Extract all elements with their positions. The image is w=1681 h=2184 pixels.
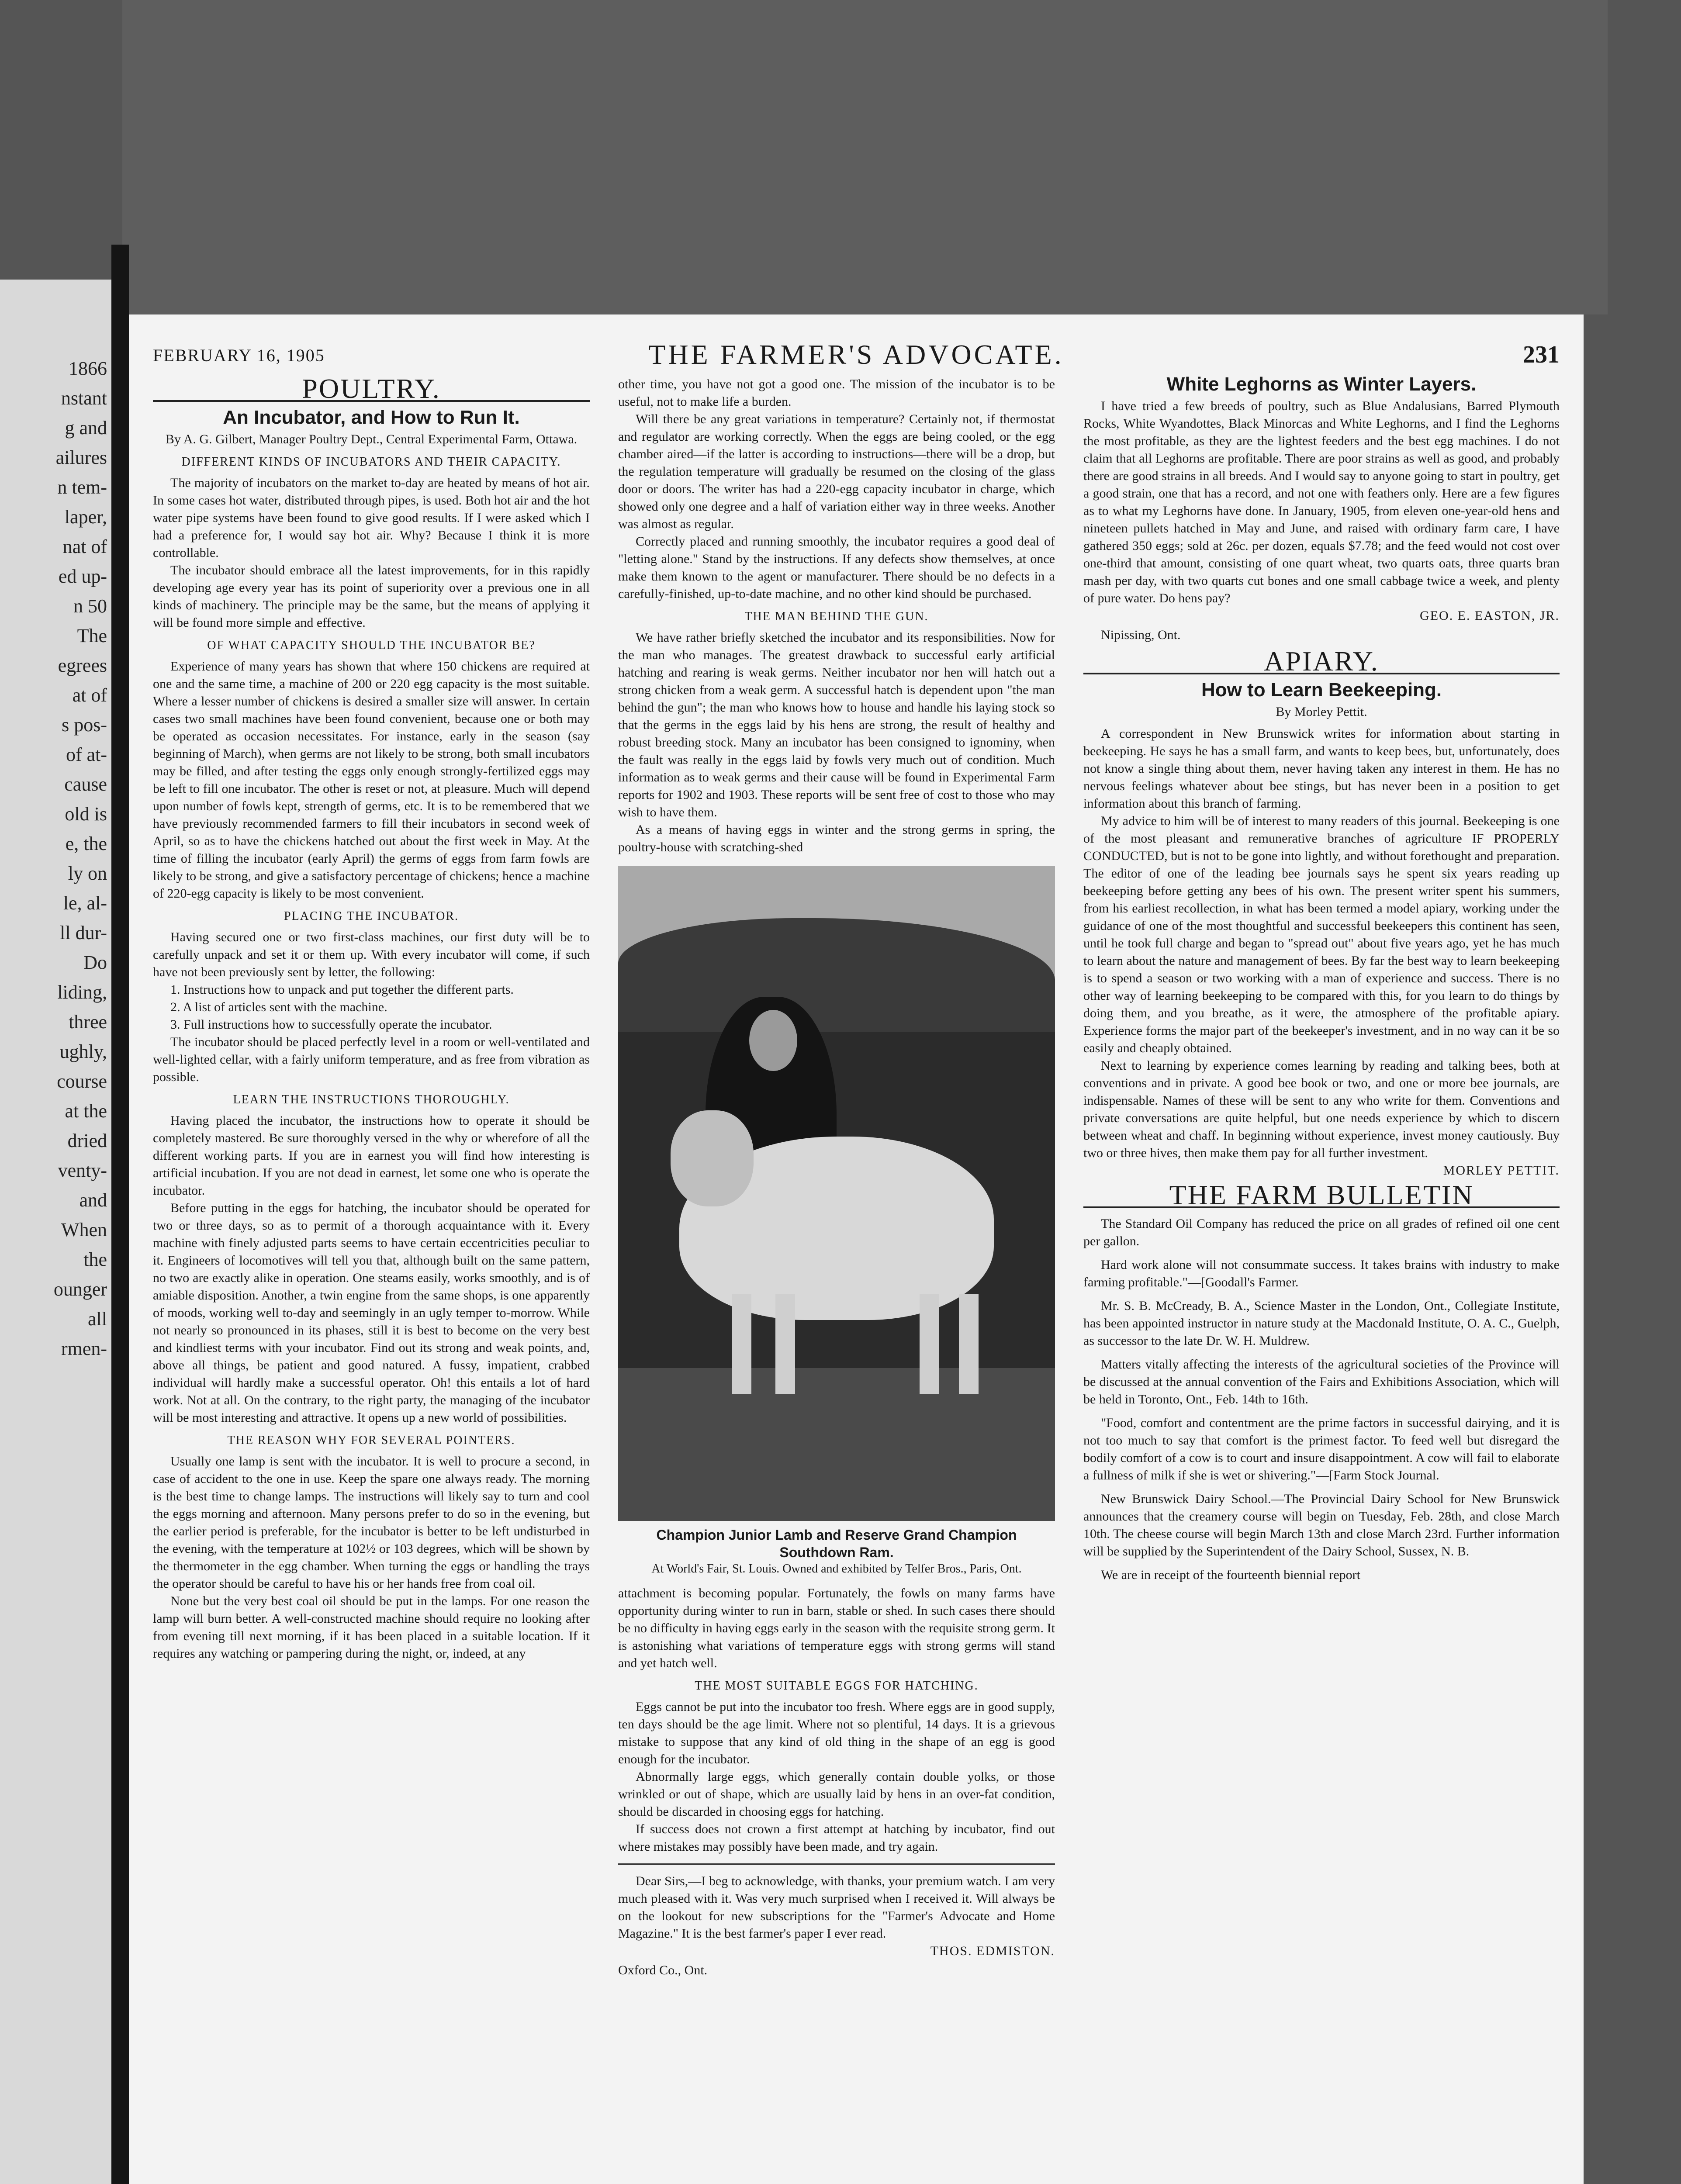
section-heading-farm-bulletin: THE FARM BULLETIN bbox=[1083, 1186, 1560, 1208]
divider bbox=[618, 1863, 1055, 1865]
adjacent-page-text: rmen- bbox=[61, 1338, 107, 1359]
adjacent-page-text: n 50 bbox=[73, 595, 107, 617]
adjacent-page-text: old is bbox=[65, 803, 107, 825]
letter-signature: THOS. EDMISTON. bbox=[930, 1944, 1055, 1958]
adjacent-page-text: cause bbox=[64, 774, 107, 795]
adjacent-page-text: Do bbox=[83, 952, 107, 973]
subheading: DIFFERENT KINDS OF INCUBATORS AND THEIR CAPACITY. bbox=[181, 455, 561, 469]
adjacent-page-text: ounger bbox=[53, 1279, 107, 1300]
adjacent-page-text: at of bbox=[72, 684, 107, 706]
paragraph: If success does not crown a first attempt at hatching by incubator, find out where mistakes may possibly have been made, and try again. bbox=[618, 1822, 1055, 1854]
subheading: LEARN THE INSTRUCTIONS THOROUGHLY. bbox=[233, 1093, 510, 1106]
paragraph: The incubator should embrace all the latest improvements, for in this rapidly developing age every year has its point of superiority over a previous one in all kinds of machinery. The principle may be the same, but the means of applying it will be found more simple and effective. bbox=[153, 563, 590, 630]
letter-paragraph: Dear Sirs,—I beg to acknowledge, with thanks, your premium watch. I am very much pleased with it. Was very much surprised when I received it. Will always be on the lookout for new subscriptions for the "Farmer's Advocate and Home Magazine." It is the best farmer's paper I ever read. bbox=[618, 1874, 1055, 1941]
byline: By Morley Pettit. bbox=[1276, 705, 1367, 719]
adjacent-page-text: dried bbox=[67, 1130, 107, 1151]
paragraph: A correspondent in New Brunswick writes for information about starting in beekeeping. He says he has a small farm, and wants to keep bees, but, unfortunately, does not know a single thing about them, never having taken any interest in them. He has no nervous feelings whatever about bee stings, but has never been in a position to get information about this branch of farming. bbox=[1083, 726, 1560, 811]
paragraph: Next to learning by experience comes learning by reading and talking bees, both at conventions and in private. A good bee book or two, and one or more bee journals, are indispensable. Names of these will be sent to any who write for them. Conventions and private conversations are quite helpful, but one needs experience by which to discern between wheat and chaff. In beginning without experience, invest money cautiously. Buy two or three hives, then make them pay for all further investment. bbox=[1083, 1058, 1560, 1160]
adjacent-page-text: nat of bbox=[62, 536, 107, 557]
paragraph: Experience of many years has shown that where 150 chickens are required at one and the same time, a machine of 200 or 220 egg capacity is the most suitable. Where a lesser number of chickens is desired a smaller size will answer. In certain cases two small machines have been found convenient, because one or both may be operated as occasion necessitates. For instance, early in the season (say beginning of March), when germs are not likely to be strong, both small incubators may be filled, and after testing the eggs only enough strongly-fertilized eggs may be left to fill one incubator. The other is reset or not, at pleasure. Much will depend upon number of fowls kept, strength of germs, etc. It is to be remembered that we have previously recommended farmers to fill their incubators in second week of April, so as to have the chickens hatched out about the first week in May. At the time of filling the incubator (early April) the germs of eggs from farm fowls are likely to be strong, and give a satisfactory percentage of chickens; hence a machine of 220-egg capacity is likely to be most convenient. bbox=[153, 659, 590, 901]
adjacent-page-text: n tem- bbox=[57, 477, 107, 498]
paragraph: 1. Instructions how to unpack and put together the different parts. bbox=[170, 982, 514, 997]
bulletin-item: Matters vitally affecting the interests of the agricultural societies of the Province will be discussed at the annual convention of the Fairs and Exhibitions Association, which will be held in Toronto, Ont., Feb. 14th to 16th. bbox=[1083, 1357, 1560, 1406]
byline: By A. G. Gilbert, Manager Poultry Dept., Central Experimental Farm, Ottawa. bbox=[165, 432, 578, 446]
section-heading-poultry: POULTRY. bbox=[153, 380, 590, 402]
adjacent-page-text: liding, bbox=[57, 981, 107, 1003]
adjacent-page-text: ughly, bbox=[59, 1041, 107, 1062]
adjacent-page-text: nstant bbox=[61, 387, 107, 409]
page-gutter bbox=[111, 245, 129, 2184]
adjacent-page-text: The bbox=[77, 625, 107, 646]
article-title-incubator: An Incubator, and How to Run It. bbox=[223, 407, 520, 428]
photo-lamb-head bbox=[671, 1110, 754, 1206]
photo-caption-credit: At World's Fair, St. Louis. Owned and exhibited by Telfer Bros., Paris, Ont. bbox=[651, 1562, 1022, 1576]
masthead-title: THE FARMER'S ADVOCATE. bbox=[648, 339, 1064, 370]
adjacent-page-text: ailures bbox=[55, 447, 107, 468]
column-2 bbox=[618, 376, 1055, 1979]
paragraph: Correctly placed and running smoothly, the incubator requires a good deal of "letting alone." Stand by the instructions. If any defects show themselves, at once make them known to the agent or manufacturer. There should be no defects in a carefully-finished, up-to-date machine, and no other kind should be purchased. bbox=[618, 534, 1055, 601]
adjacent-page-text: e, the bbox=[65, 833, 107, 854]
adjacent-page-text: ed up- bbox=[58, 566, 107, 587]
subheading: THE REASON WHY FOR SEVERAL POINTERS. bbox=[227, 1434, 515, 1447]
author-signature: GEO. E. EASTON, JR. bbox=[1420, 608, 1560, 623]
bulletin-item: The Standard Oil Company has reduced the price on all grades of refined oil one cent per gallon. bbox=[1083, 1216, 1560, 1248]
scan-top-shadow bbox=[122, 0, 1608, 314]
subheading: THE MAN BEHIND THE GUN. bbox=[744, 610, 929, 623]
issue-date: FEBRUARY 16, 1905 bbox=[153, 346, 325, 365]
adjacent-page-text: le, al- bbox=[63, 892, 107, 914]
paragraph: Eggs cannot be put into the incubator too fresh. Where eggs are in good supply, ten days should be the age limit. Where not so plentiful, 14 days. It is a grievous mistake to suppose that any kind of old thing in the shape of an egg is good enough for the incubator. bbox=[618, 1700, 1055, 1766]
adjacent-page-text: of at- bbox=[66, 744, 107, 765]
paragraph: Usually one lamp is sent with the incubator. It is well to procure a second, in case of accident to the one in use. Keep the spare one always ready. The morning is the best time to change lamps. The instructions will likely say to turn and cool the eggs morning and afternoon. Many persons prefer to do so in the evening, but the earlier period is preferable, for the incubator is better to be left undisturbed in the evening, with the temperature at 102½ or 103 degrees, which will be shown by the thermometer in the egg chamber. When turning the eggs or handling the trays the operator should be careful to have his or her hands free from coal oil. bbox=[153, 1454, 590, 1591]
adjacent-page-text: When bbox=[61, 1219, 107, 1241]
photo-ground bbox=[618, 1368, 1055, 1521]
paragraph: 2. A list of articles sent with the machine. bbox=[170, 1000, 387, 1014]
adjacent-page-text: s pos- bbox=[62, 714, 107, 736]
lamb-photograph bbox=[618, 866, 1055, 1521]
article-title-beekeeping: How to Learn Beekeeping. bbox=[1201, 679, 1442, 701]
paragraph: The majority of incubators on the market to-day are heated by means of hot air. In some cases hot water, distributed through pipes, is used. Both hot air and the hot water pipe systems have been found to give good results. If I were asked which I had a preference for, I would say hot air. Why? Because I think it is more controllable. bbox=[153, 476, 590, 560]
bulletin-item: Mr. S. B. McCready, B. A., Science Master in the London, Ont., Collegiate Institute, has been appointed instructor in nature study at the Macdonald Institute, O. A. C., Guelph, as successor to the late Dr. W. H. Muldrew. bbox=[1083, 1299, 1560, 1348]
column-1 bbox=[153, 373, 590, 1662]
paragraph: Will there be any great variations in temperature? Certainly not, if thermostat and regulator are working correctly. When the eggs are being cooled, or the egg chamber aired—if the latter is according to instructions—there will be a drop, but the regulation temperature will gradually be resumed on the closing of the glass door or doors. The writer has had a 220-egg capacity incubator in charge, which showed only one degree and a half of variation either way in three weeks. Another was almost as regular. bbox=[618, 412, 1055, 531]
paragraph: Having placed the incubator, the instructions how to operate it should be completely mastered. Be sure thoroughly versed in the why or wherefore of all the different working parts. If you are in earnest you will find how interesting is artificial incubation. If you are not dead in earnest, let some one who is operate the incubator. bbox=[153, 1113, 590, 1198]
subheading: OF WHAT CAPACITY SHOULD THE INCUBATOR BE? bbox=[207, 639, 536, 652]
paragraph: 3. Full instructions how to successfully operate the incubator. bbox=[170, 1017, 492, 1032]
bulletin-item: New Brunswick Dairy School.—The Provincial Dairy School for New Brunswick announces that the creamery course will begin on Tuesday, Feb. 28th, and close March 10th. The cheese course will begin March 13th and close March 23rd. Further information will be supplied by the Superintendent of the Dairy School, Sussex, N. B. bbox=[1083, 1492, 1560, 1559]
photo-lamb-leg bbox=[959, 1294, 979, 1394]
section-heading-apiary: APIARY. bbox=[1083, 653, 1560, 674]
newspaper-page bbox=[129, 314, 1584, 2184]
adjacent-page-text: course bbox=[57, 1071, 107, 1092]
paragraph: The incubator should be placed perfectly level in a room or well-ventilated and well-lighted cellar, with a fairly uniform temperature, and as free from vibration as possible. bbox=[153, 1035, 590, 1084]
adjacent-page-text: three bbox=[69, 1011, 107, 1033]
bulletin-item: We are in receipt of the fourteenth biennial report bbox=[1101, 1568, 1360, 1582]
bulletin-item: "Food, comfort and contentment are the prime factors in successful dairying, and it is not too much to say that comfort is the primest factor. To feed well but disregard the bodily comfort of a cow is to court and insure disappointment. A cow will fail to elaborate a fullness of milk if she is wet or shivering."—[Farm Stock Journal. bbox=[1083, 1416, 1560, 1482]
paragraph: I have tried a few breeds of poultry, such as Blue Andalusians, Barred Plymouth Rocks, White Wyandottes, Black Minorcas and White Leghorns, and I find the Leghorns the most profitable, as they are the lightest feeders and the best egg machines. I do not claim that all Leghorns are profitable. There are poor strains as well as good, and probably there are good strains in all breeds. And I would say to anyone going to start in poultry, get a good strain, one that has a record, and not one with feathers only. Here are a few figures as to what my Leghorns have done. In January, 1905, from eleven one-year-old hens and nineteen pullets hatched in May and June, and raised with ordinary farm care, I have gathered 350 eggs; sold at 26c. per dozen, equals $7.78; and the feed would not cost over one-third that amount, consisting of one quart wheat, two quarts oats, three quarts bran mash per day, with two quarts cut bones and one small cabbage twice a week, and plenty of pure water. Do hens pay? bbox=[1083, 399, 1560, 605]
letter-location: Oxford Co., Ont. bbox=[618, 1963, 708, 1977]
photo-face bbox=[749, 1010, 797, 1071]
adjacent-page-text: and bbox=[79, 1189, 107, 1211]
adjacent-page-text: venty- bbox=[58, 1160, 107, 1181]
adjacent-page-text: at the bbox=[65, 1100, 107, 1122]
column-3 bbox=[1083, 373, 1560, 1584]
adjacent-page-fragment bbox=[0, 280, 111, 2184]
page-number: 231 bbox=[1523, 341, 1560, 368]
photo-caption-title: Champion Junior Lamb and Reserve Grand Champion Southdown Ram. bbox=[656, 1527, 1017, 1560]
paragraph: We have rather briefly sketched the incubator and its responsibilities. Now for the man who manages. The greatest drawback to successful early artificial hatching and rearing is weak germs. Neither incubator nor hen will hatch out a strong chicken from a weak germ. A successful hatch is dependent upon "the man behind the gun"; the man who knows how to house and handle his laying stock so that the germs in the eggs laid by his hens are strong, the result of healthy and robust breeding stock. Many an incubator has been consigned to ignominy, when the fault was really in the eggs laid by fowls very much out of condition. Much information as to weak germs and their cause will be found in Experimental Farm reports for 1902 and 1903. These reports will be sent free of cost to those who may wish to have them. bbox=[618, 630, 1055, 819]
paragraph: Having secured one or two first-class machines, our first duty will be to carefully unpack and set it or them up. With every incubator will come, if such have not been previously sent by letter, the following: bbox=[153, 930, 590, 979]
adjacent-page-text: ly on bbox=[68, 863, 107, 884]
photo-lamb-leg bbox=[920, 1294, 939, 1394]
adjacent-page-text: g and bbox=[65, 417, 107, 439]
bulletin-item: Hard work alone will not consummate success. It takes brains with industry to make farming profitable."—[Goodall's Farmer. bbox=[1083, 1258, 1560, 1289]
adjacent-page-text: laper, bbox=[64, 506, 107, 528]
adjacent-page-text: 1866 bbox=[69, 358, 107, 379]
page-header bbox=[129, 339, 1584, 373]
paragraph: As a means of having eggs in winter and the strong germs in spring, the poultry-house with scratching-shed bbox=[618, 822, 1055, 854]
paragraph: attachment is becoming popular. Fortunately, the fowls on many farms have opportunity during winter to run in barn, stable or shed. In such cases there should be no difficulty in having eggs early in the season with the requisite strong germ. It is astonishing what variations of temperature eggs with strong germs will stand and yet hatch well. bbox=[618, 1586, 1055, 1670]
paragraph: My advice to him will be of interest to many readers of this journal. Beekeeping is one of the most pleasant and remunerative branches of agriculture IF PROPERLY CONDUCTED, but is not to be gone into lightly, and without forethought and preparation. The editor of one of the leading bee journals says he spent six years reading up beekeeping before getting any bees of his own. The present writer spent his summers, from his earliest recollection, in what has been termed a model apiary, working under the guidance of one of the most thoughtful and successful beekeepers this continent has seen, until he took full charge and began to "spread out" about five years ago, yet he has much to learn about the nature and management of bees. By far the best way to learn beekeeping is to spend a season or two working with a man of experience and success. There is no other way of learning beekeeping to be compared with this, for you learn to do things by doing them, and you breathe, as it were, the atmosphere of the profitable apiary. Experience forms the major part of the beekeeper's investment, and in no way can it be so easily and cheaply obtained. bbox=[1083, 814, 1560, 1055]
photo-lamb-leg bbox=[732, 1294, 751, 1394]
adjacent-page-text: all bbox=[88, 1308, 107, 1330]
paragraph: None but the very best coal oil should be put in the lamps. For one reason the lamp will burn better. A well-constructed machine should require no looking after from evening till next morning, if it has been placed in a suitable location. If it requires any watching or pampering during the night, or, indeed, at any bbox=[153, 1594, 590, 1661]
adjacent-page-text: egrees bbox=[58, 655, 107, 676]
adjacent-page-text: the bbox=[83, 1249, 107, 1270]
paragraph: other time, you have not got a good one. The mission of the incubator is to be useful, not to make life a burden. bbox=[618, 377, 1055, 409]
paragraph: Before putting in the eggs for hatching, the incubator should be operated for two or three days, so as to permit of a thorough acquaintance with it. Every machine with finely adjusted parts seems to have certain eccentricities peculiar to it. Engineers of locomotives will tell you that, although built on the same pattern, no two are exactly alike in operation. One steams easily, works smoothly, and is of amiable disposition. Another, a twin engine from the same shops, is one apparently of moods, working well to-day and seemingly in an ugly temper to-morrow. While not nearly so pronounced in its phases, still it is best to become on the very best and kindliest terms with your incubator. Find out its strong and weak points, and, above all things, be patient and good natured. A fussy, impatient, crabbed individual will hardly make a successful operator. Oh! this entails a lot of hard work. Not at all. On the contrary, to the right party, the managing of the incubator will be most interesting and attractive. It opens up a new world of possibilities. bbox=[153, 1201, 590, 1425]
photo-lamb-leg bbox=[775, 1294, 795, 1394]
author-location: Nipissing, Ont. bbox=[1101, 628, 1181, 642]
subheading: THE MOST SUITABLE EGGS FOR HATCHING. bbox=[695, 1679, 979, 1693]
subheading: PLACING THE INCUBATOR. bbox=[284, 909, 459, 923]
adjacent-page-text: ll dur- bbox=[60, 922, 107, 943]
author-signature: MORLEY PETTIT. bbox=[1443, 1163, 1560, 1178]
article-title-leghorns: White Leghorns as Winter Layers. bbox=[1166, 373, 1477, 395]
paragraph: Abnormally large eggs, which generally contain double yolks, or those wrinkled or out of shape, which are usually laid by hens in an over-fat condition, should be discarded in choosing eggs for hatching. bbox=[618, 1769, 1055, 1819]
